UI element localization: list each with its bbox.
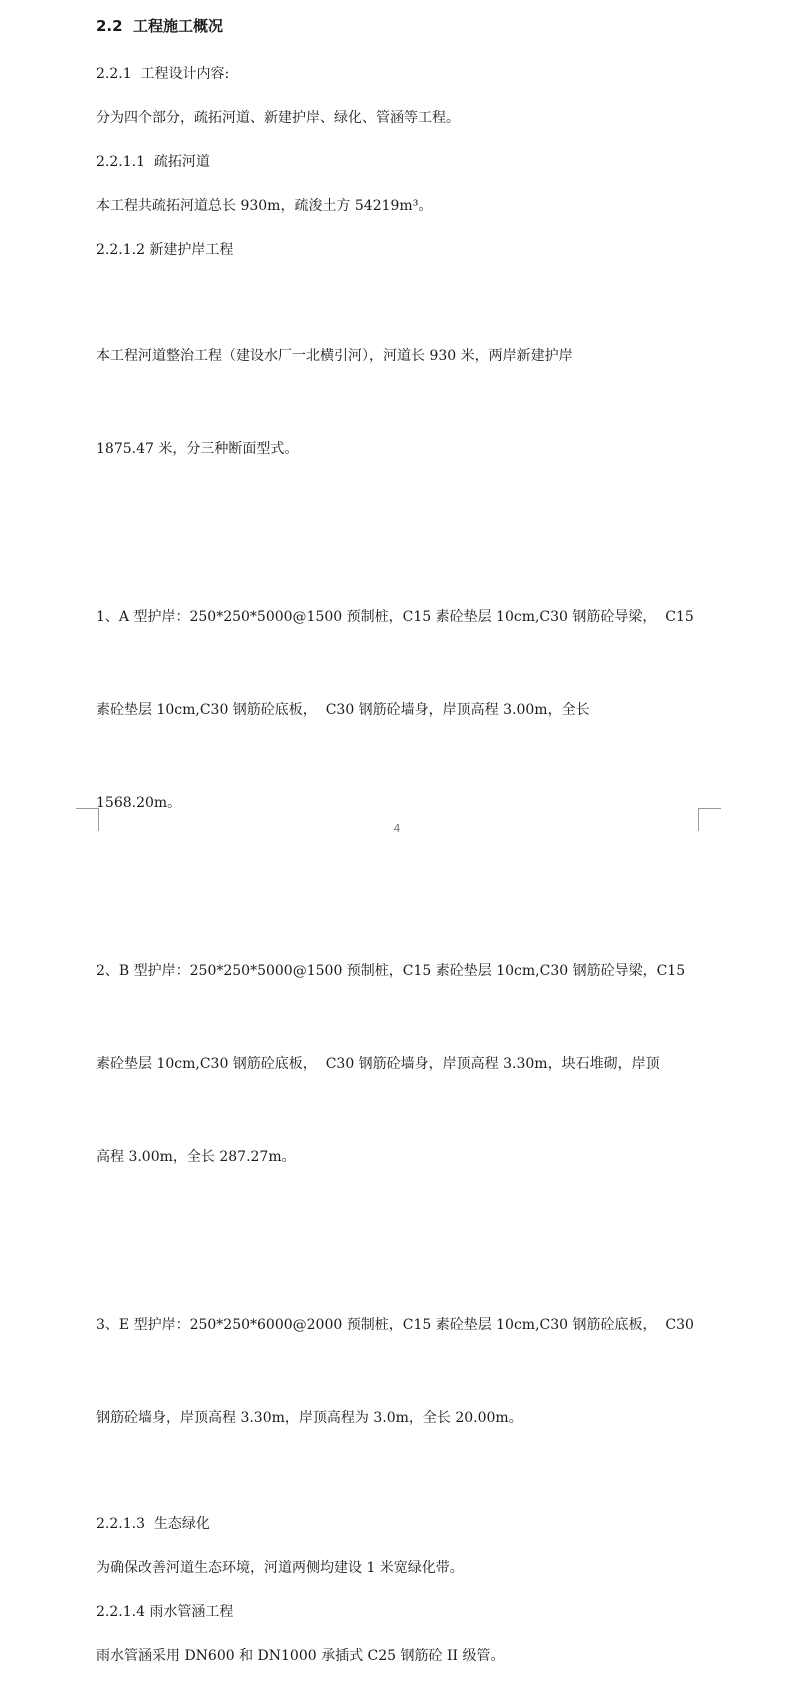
paragraph-line: 高程 3.00m，全长 287.27m。 [96, 1149, 296, 1165]
culvert-text: 雨水管涵采用 DN600 和 DN1000 承插式 C25 钢筋砼 II 级管。 [96, 1648, 505, 1664]
paragraph-line: 本工程河道整治工程（建设水厂一北横引河），河道长 930 米，两岸新建护岸 [96, 348, 573, 364]
paragraph-line: 素砼垫层 10cm,C30 钢筋砼底板， C30 钢筋砼墙身，岸顶高程 3.30m，块石堆砌，岸顶 [96, 1056, 660, 1072]
paragraph-line: 2、B 型护岸：250*250*5000@1500 预制桩，C15 素砼垫层 10cm,C30 钢筋砼导梁，C15 [96, 963, 686, 979]
revetment-heading: 2.2.1.2 新建护岸工程 [96, 242, 234, 258]
paragraph-line: 1568.20m。 [96, 795, 182, 811]
subsection-intro: 分为四个部分，疏拓河道、新建护岸、绿化、管涵等工程。 [96, 110, 460, 126]
paragraph-line: 钢筋砼墙身，岸顶高程 3.30m，岸顶高程为 3.0m，全长 20.00m。 [96, 1410, 523, 1426]
greening-heading: 2.2.1.3 生态绿化 [96, 1516, 210, 1532]
page-content [96, 14, 700, 1684]
greening-text: 为确保改善河道生态环境，河道两侧均建设 1 米宽绿化带。 [96, 1560, 464, 1576]
paragraph-line: 1875.47 米，分三种断面型式。 [96, 441, 299, 457]
type-e-revetment [96, 1248, 700, 1496]
river-dredging-heading: 2.2.1.1 疏拓河道 [96, 154, 210, 170]
revetment-intro [96, 279, 700, 527]
culvert-heading: 2.2.1.4 雨水管涵工程 [96, 1604, 234, 1620]
river-dredging-text: 本工程共疏拓河道总长 930m，疏浚土方 54219m³。 [96, 198, 433, 214]
section-heading: 2.2 工程施工概况 [96, 17, 224, 35]
subsection-heading: 2.2.1 工程设计内容: [96, 66, 230, 82]
paragraph-line: 1、A 型护岸：250*250*5000@1500 预制桩，C15 素砼垫层 10cm,C30 钢筋砼导梁， C15 [96, 609, 694, 625]
paragraph-line: 素砼垫层 10cm,C30 钢筋砼底板， C30 钢筋砼墙身，岸顶高程 3.00m，全长 [96, 702, 590, 718]
paragraph-line: 3、E 型护岸：250*250*6000@2000 预制桩，C15 素砼垫层 10cm,C30 钢筋砼底板， C30 [96, 1317, 694, 1333]
page-number: 4 [393, 822, 401, 835]
type-b-revetment [96, 894, 700, 1235]
